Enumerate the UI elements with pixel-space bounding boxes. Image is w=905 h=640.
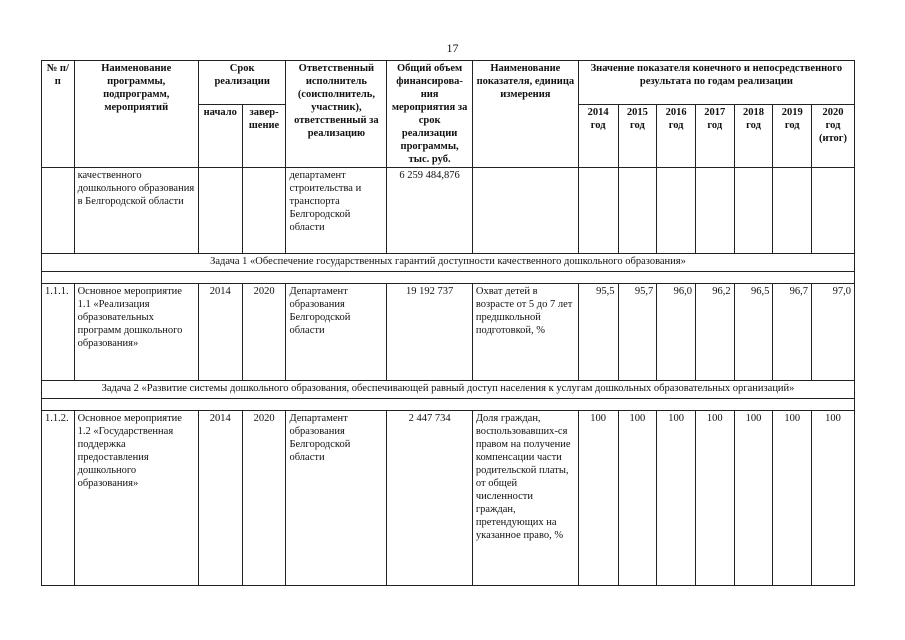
header-responsible: Ответственный исполнитель (соисполнитель, участник), ответственный за реализацию [286, 61, 387, 168]
cell-value-2017: 100 [695, 411, 734, 586]
cell-name: Основное мероприятие 1.1 «Реализация образовательных программ дошкольного образования» [74, 284, 198, 381]
cell-value-2019: 100 [773, 411, 812, 586]
table-row-continuation [42, 168, 855, 254]
cell-value-2014: 95,5 [578, 284, 618, 381]
cell-responsible: департамент строительства и транспорта Белгородской области [286, 168, 387, 254]
task-row-1 [42, 254, 855, 272]
cell-value-2016: 100 [657, 411, 696, 586]
cell-num: 1.1.2. [42, 411, 75, 586]
header-year-2020: 2020 год (итог) [812, 104, 855, 167]
table-row-1-1-1 [42, 284, 855, 381]
header-year-2018: 2018 год [734, 104, 773, 167]
cell-value-2018: 100 [734, 411, 773, 586]
header-year-2014: 2014 год [578, 104, 618, 167]
cell-value-2020: 97,0 [812, 284, 855, 381]
cell-indicator: Доля граждан, воспользовавших-ся правом на получение компенсации части родительской платы, от общей численности граждан, претендующих на указанное право, % [472, 411, 578, 586]
cell-budget: 6 259 484,876 [387, 168, 473, 254]
cell-value-2014: 100 [578, 411, 618, 586]
program-table [41, 60, 855, 586]
header-values: Значение показателя конечного и непосредственного результата по годам реализации [578, 61, 854, 105]
cell-start: 2014 [198, 284, 242, 381]
cell-num [42, 168, 75, 254]
cell-budget: 2 447 734 [387, 411, 473, 586]
header-num: № п/п [42, 61, 75, 168]
header-end: завер-шение [242, 104, 286, 167]
header-year-2016: 2016 год [657, 104, 696, 167]
header-indicator: Наименование показателя, единица измерения [472, 61, 578, 168]
cell-value-2018: 96,5 [734, 284, 773, 381]
cell-value-2015: 95,7 [618, 284, 657, 381]
task-row-2 [42, 381, 855, 399]
cell-value-2015: 100 [618, 411, 657, 586]
header-year-2019: 2019 год [773, 104, 812, 167]
cell-value-2016: 96,0 [657, 284, 696, 381]
header-row [42, 61, 855, 105]
header-budget: Общий объем финансирова-ния мероприятия за срок реализации программы, тыс. руб. [387, 61, 473, 168]
header-name: Наименование программы, подпрограмм, мероприятий [74, 61, 198, 168]
cell-budget: 19 192 737 [387, 284, 473, 381]
header-year-2017: 2017 год [695, 104, 734, 167]
cell-responsible: Департамент образования Белгородской области [286, 411, 387, 586]
cell-num: 1.1.1. [42, 284, 75, 381]
cell-responsible: Департамент образования Белгородской области [286, 284, 387, 381]
cell-start: 2014 [198, 411, 242, 586]
task-2-title: Задача 2 «Развитие системы дошкольного образования, обеспечивающей равный доступ населения к услугам дошкольных образовательных организаций» [42, 381, 855, 399]
header-period: Срок реализации [198, 61, 286, 105]
cell-indicator: Охват детей в возрасте от 5 до 7 лет предшкольной подготовкой, % [472, 284, 578, 381]
cell-end: 2020 [242, 284, 286, 381]
cell-value-2017: 96,2 [695, 284, 734, 381]
cell-name: качественного дошкольного образования в Белгородской области [74, 168, 198, 254]
header-year-2015: 2015 год [618, 104, 657, 167]
header-start: начало [198, 104, 242, 167]
table-row-1-1-2 [42, 411, 855, 586]
cell-value-2020: 100 [812, 411, 855, 586]
page-number: 17 [446, 41, 459, 55]
task-1-title: Задача 1 «Обеспечение государственных гарантий доступности качественного дошкольного образования» [42, 254, 855, 272]
cell-value-2019: 96,7 [773, 284, 812, 381]
cell-end: 2020 [242, 411, 286, 586]
cell-name: Основное мероприятие 1.2 «Государственная поддержка предоставления дошкольного образования» [74, 411, 198, 586]
